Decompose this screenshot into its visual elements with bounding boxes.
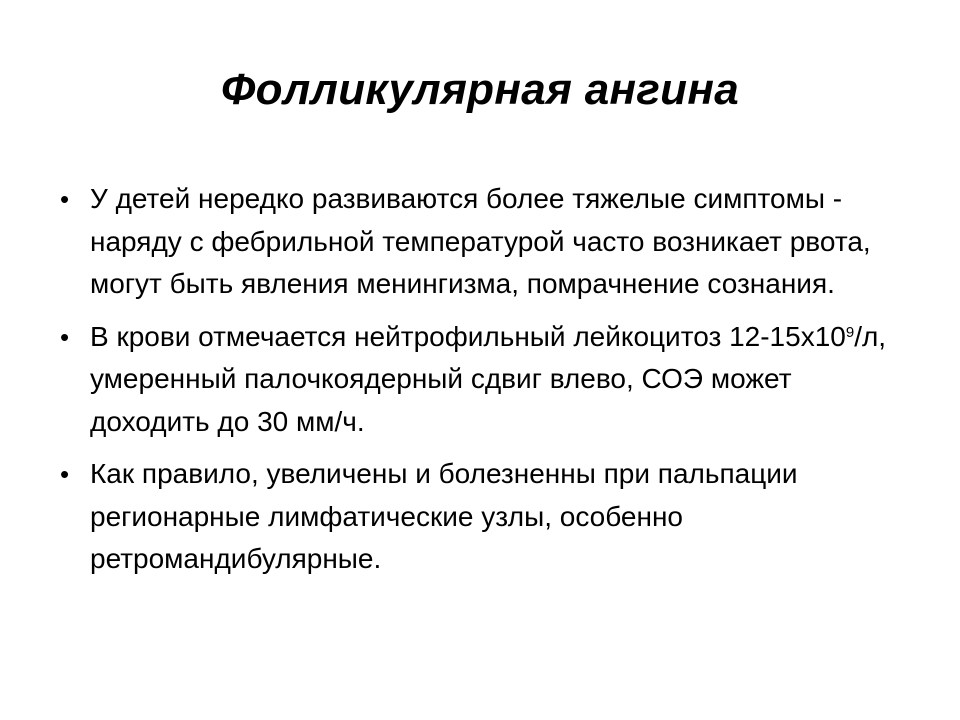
- bullet-text-3: Как правило, увеличены и болезненны при пальпации регионарные лимфатические узлы, особенно ретромандибулярные.: [90, 458, 798, 574]
- bullet-list: [60, 178, 910, 591]
- bullet-item-3: [60, 453, 910, 581]
- bullet-text-1: У детей нередко развиваются более тяжелые симптомы - наряду с фебрильной температурой часто возникает рвота, могут быть явления менингизма, помрачнение сознания.: [90, 183, 871, 299]
- bullet-text-2-before: В крови отмечается нейтрофильный лейкоцитоз 12-15х10: [90, 320, 846, 352]
- slide-title: Фолликулярная ангина: [221, 65, 739, 114]
- bullet-text-2-after: /л, умеренный палочкоядерный сдвиг влево, СОЭ может доходить до 30 мм/ч.: [90, 320, 887, 437]
- bullet-item-1: [60, 178, 910, 306]
- bullet-item-2: [60, 316, 910, 444]
- bullet-marker: •: [60, 321, 70, 352]
- bullet-marker: •: [60, 184, 70, 214]
- bullet-text-2-superscript: 9: [845, 323, 855, 341]
- bullet-marker: •: [60, 459, 70, 489]
